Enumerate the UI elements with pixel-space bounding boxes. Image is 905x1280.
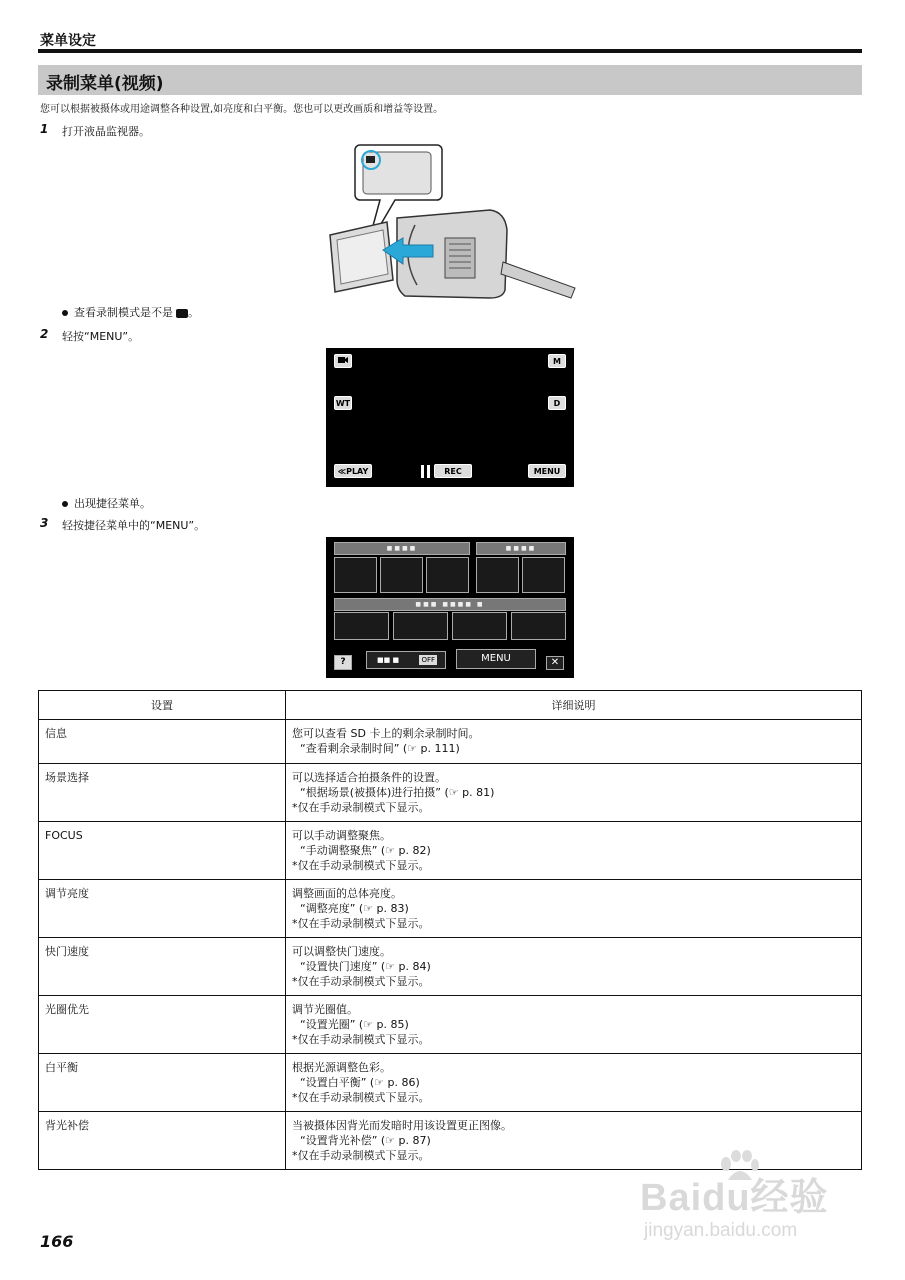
- description-text: 当被摄体因背光而发暗时用该设置更正图像。: [292, 1119, 512, 1132]
- bullet-period: 。: [188, 306, 199, 319]
- column-header-description: 详细说明: [286, 691, 862, 720]
- help-button[interactable]: ?: [334, 655, 352, 670]
- description-note: *仅在手动录制模式下显示。: [292, 1033, 430, 1046]
- watermark-logo: Baidu经验: [640, 1177, 829, 1219]
- setting-description: [286, 880, 862, 938]
- page-number: 166: [40, 1232, 74, 1251]
- setting-name: 白平衡: [39, 1054, 286, 1112]
- setting-description: [286, 764, 862, 822]
- pause-bar-right: [427, 465, 430, 478]
- step-3-text: 轻按捷径菜单中的“MENU”。: [62, 519, 206, 532]
- description-text: 可以选择适合拍摄条件的设置。: [292, 771, 446, 784]
- menu-tile[interactable]: [426, 557, 469, 593]
- description-note: *仅在手动录制模式下显示。: [292, 975, 430, 988]
- page-reference-link[interactable]: “设置白平衡” (☞ p. 86): [300, 1076, 420, 1089]
- step-2-bullet: [62, 495, 151, 511]
- menu-tile[interactable]: [334, 557, 377, 593]
- watermark-url: jingyan.baidu.com: [644, 1220, 798, 1241]
- video-mode-icon[interactable]: [334, 354, 352, 368]
- table-row: [39, 720, 862, 764]
- setting-name: 信息: [39, 720, 286, 764]
- menu-group-header-middle: ■■■ ■■■■ ■: [334, 598, 566, 611]
- setting-description: [286, 938, 862, 996]
- settings-table: [38, 690, 862, 1170]
- camcorder-illustration: [325, 140, 580, 300]
- step-1-number: 1: [40, 122, 49, 136]
- video-mode-icon: [176, 309, 188, 318]
- setting-name: FOCUS: [39, 822, 286, 880]
- page-reference-link[interactable]: “设置快门速度” (☞ p. 84): [300, 960, 431, 973]
- toggle-setting-button[interactable]: [366, 651, 446, 669]
- setting-name: 背光补偿: [39, 1112, 286, 1170]
- menu-group-header-left: ■■■■: [334, 542, 470, 555]
- menu-tile[interactable]: [511, 612, 566, 640]
- menu-tile[interactable]: [380, 557, 423, 593]
- shortcut-menu-illustration: [326, 537, 574, 678]
- menu-tile[interactable]: [334, 612, 389, 640]
- table-row: [39, 996, 862, 1054]
- step-2-text: 轻按“MENU”。: [62, 330, 140, 343]
- description-note: *仅在手动录制模式下显示。: [292, 917, 430, 930]
- page-reference-link[interactable]: “根据场景(被摄体)进行拍摄” (☞ p. 81): [300, 786, 495, 799]
- table-row: [39, 880, 862, 938]
- description-note: *仅在手动录制模式下显示。: [292, 1091, 430, 1104]
- page-header-title: 菜单设定: [40, 33, 96, 49]
- description-text: 根据光源调整色彩。: [292, 1061, 391, 1074]
- toggle-setting-label: ■■ ■: [377, 656, 400, 664]
- rec-button[interactable]: REC: [434, 464, 472, 478]
- description-text: 调整画面的总体亮度。: [292, 887, 402, 900]
- setting-description: [286, 822, 862, 880]
- setting-name: 调节亮度: [39, 880, 286, 938]
- menu-tile[interactable]: [522, 557, 565, 593]
- zoom-wt-button[interactable]: WT: [334, 396, 352, 410]
- step-1-bullet-text: 查看录制模式是不是: [74, 306, 173, 319]
- menu-tile[interactable]: [393, 612, 448, 640]
- watermark: [640, 1150, 870, 1260]
- menu-group-header-right: ■■■■: [476, 542, 566, 555]
- table-header-row: [39, 691, 862, 720]
- page-reference-link[interactable]: “调整亮度” (☞ p. 83): [300, 902, 409, 915]
- step-1-bullet: [62, 304, 199, 320]
- description-text: 可以手动调整聚焦。: [292, 829, 391, 842]
- menu-tile[interactable]: [476, 557, 519, 593]
- table-row: [39, 1054, 862, 1112]
- step-2-number: 2: [40, 327, 49, 341]
- description-text: 调节光圈值。: [292, 1003, 358, 1016]
- header-divider: [38, 49, 862, 53]
- bullet-dot: [62, 310, 68, 316]
- table-row: [39, 764, 862, 822]
- table-row: [39, 822, 862, 880]
- description-text: 您可以查看 SD 卡上的剩余录制时间。: [292, 727, 480, 740]
- column-header-setting: 设置: [39, 691, 286, 720]
- setting-name: 光圈优先: [39, 996, 286, 1054]
- page-reference-link[interactable]: “查看剩余录制时间” (☞ p. 111): [300, 742, 460, 755]
- intro-text: 您可以根据被摄体或用途调整各种设置,如亮度和白平衡。您也可以更改画质和增益等设置。: [40, 104, 444, 115]
- camera-screen-illustration: [326, 348, 574, 487]
- menu-tile[interactable]: [452, 612, 507, 640]
- page-reference-link[interactable]: “设置背光补偿” (☞ p. 87): [300, 1134, 431, 1147]
- description-note: *仅在手动录制模式下显示。: [292, 801, 430, 814]
- step-3-number: 3: [40, 516, 49, 530]
- section-header: [38, 65, 862, 95]
- page-reference-link[interactable]: “设置光圈” (☞ p. 85): [300, 1018, 409, 1031]
- menu-button[interactable]: MENU: [528, 464, 566, 478]
- play-button[interactable]: ≪PLAY: [334, 464, 372, 478]
- setting-name: 快门速度: [39, 938, 286, 996]
- description-note: *仅在手动录制模式下显示。: [292, 859, 430, 872]
- menu-button[interactable]: MENU: [456, 649, 536, 669]
- setting-description: [286, 720, 862, 764]
- step-1-text: 打开液晶监视器。: [62, 125, 150, 138]
- display-button[interactable]: D: [548, 396, 566, 410]
- manual-mode-button[interactable]: M: [548, 354, 566, 368]
- table-row: [39, 938, 862, 996]
- page-reference-link[interactable]: “手动调整聚焦” (☞ p. 82): [300, 844, 431, 857]
- toggle-state-badge: OFF: [421, 656, 435, 664]
- step-2-bullet-text: 出现捷径菜单。: [74, 497, 151, 510]
- setting-name: 场景选择: [39, 764, 286, 822]
- description-text: 可以调整快门速度。: [292, 945, 391, 958]
- description-note: *仅在手动录制模式下显示。: [292, 1149, 430, 1162]
- section-title: 录制菜单(视频): [46, 74, 164, 94]
- close-icon[interactable]: ✕: [546, 656, 564, 670]
- setting-description: [286, 1054, 862, 1112]
- bullet-dot: [62, 501, 68, 507]
- setting-description: [286, 996, 862, 1054]
- pause-bar-left: [421, 465, 424, 478]
